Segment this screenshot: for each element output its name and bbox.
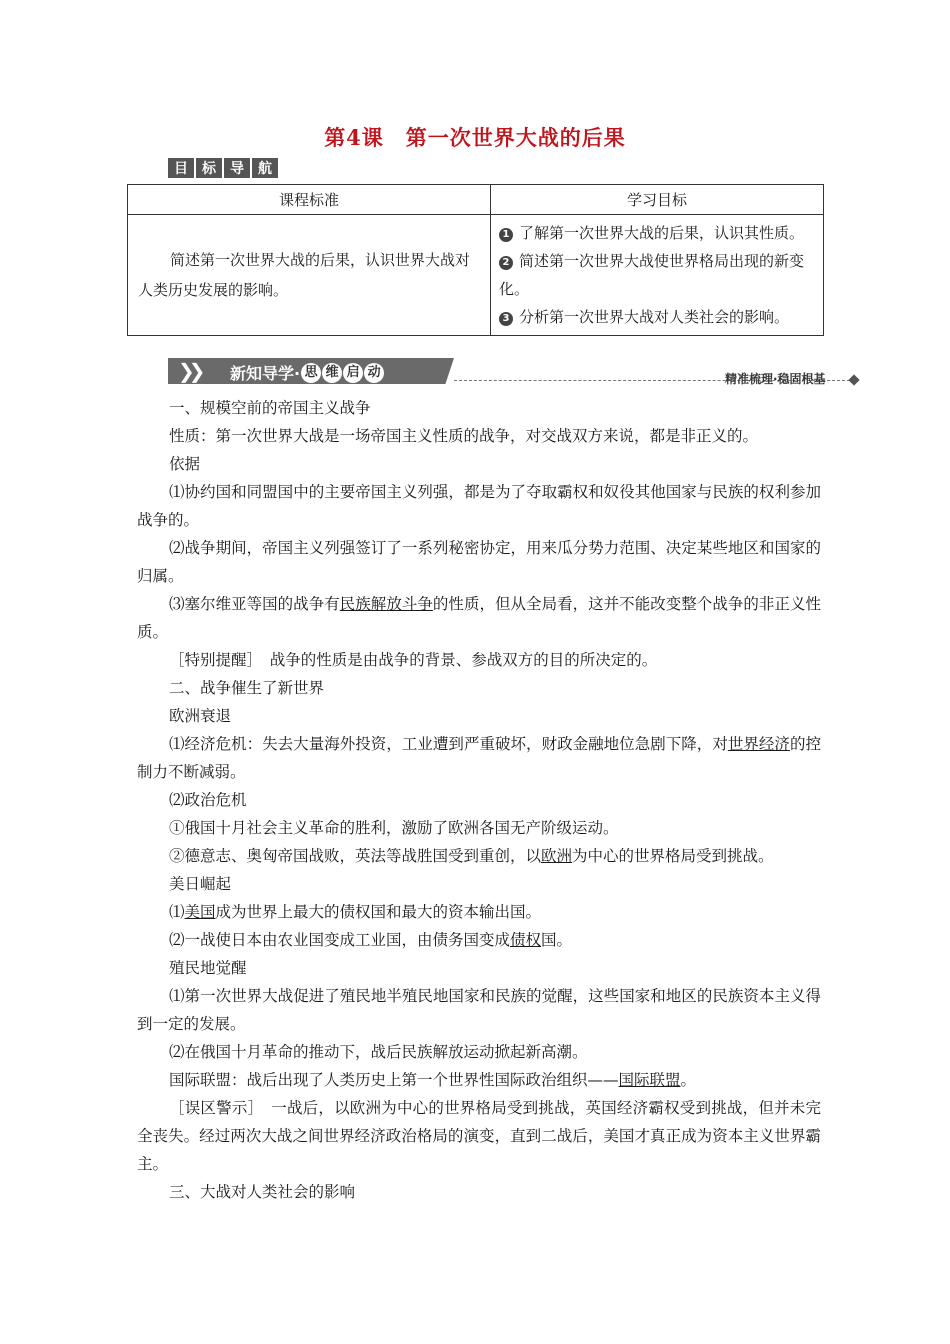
standard-cell bbox=[128, 215, 491, 336]
underlined-term: 世界经济 bbox=[727, 735, 790, 753]
paragraph-text: ⑵在俄国十月革命的推动下，战后民族解放运动掀起新高潮。 bbox=[169, 1043, 588, 1061]
paragraph-text: 殖民地觉醒 bbox=[169, 959, 247, 977]
body-text bbox=[137, 394, 821, 1206]
paragraph-text: 三、大战对人类社会的影响 bbox=[169, 1183, 356, 1201]
banner-title bbox=[230, 361, 384, 384]
paragraph bbox=[137, 422, 821, 450]
diamond-icon bbox=[848, 374, 859, 385]
paragraph-text: 国。 bbox=[541, 931, 573, 949]
paragraph-text: 为中心的世界格局受到挑战。 bbox=[572, 847, 774, 865]
tag-char: 目 bbox=[168, 158, 194, 178]
goals-cell bbox=[491, 215, 824, 336]
paragraph-text: ⑴第一次世界大战促进了殖民地半殖民地国家和民族的觉醒，这些国家和地区的民族资本主义得到一定的发展。 bbox=[137, 987, 821, 1033]
paragraph-text: 欧洲衰退 bbox=[169, 707, 232, 725]
paragraph-text: 二、战争催生了新世界 bbox=[169, 679, 325, 697]
paragraph bbox=[137, 590, 821, 646]
paragraph bbox=[137, 730, 821, 786]
goal-text: 简述第一次世界大战使世界格局出现的新变化。 bbox=[499, 252, 805, 298]
paragraph bbox=[137, 842, 821, 870]
paragraph bbox=[137, 954, 821, 982]
banner-subtitle: 精准梳理·稳固根基 bbox=[725, 372, 826, 386]
goal-guide-tag bbox=[168, 158, 278, 178]
paragraph-text: 的性质，但从全局看，这并不能改变整个战争的非正义性质。 bbox=[137, 595, 821, 641]
paragraph bbox=[137, 1066, 821, 1094]
paragraph bbox=[137, 534, 821, 590]
paragraph-text: ⑴经济危机：失去大量海外投资，工业遭到严重破坏，财政金融地位急剧下降，对 bbox=[169, 735, 728, 753]
number-2-icon: 2 bbox=[499, 256, 513, 270]
banner-left-text: 新知导学· bbox=[230, 364, 301, 383]
paragraph bbox=[137, 674, 821, 702]
underlined-term: 债权 bbox=[510, 931, 542, 949]
goals-table bbox=[127, 184, 824, 336]
banner-circ-char: 启 bbox=[343, 363, 363, 383]
banner-circ-char: 动 bbox=[364, 363, 384, 383]
goal-text: 分析第一次世界大战对人类社会的影响。 bbox=[519, 308, 790, 326]
paragraph-text: 成为世界上最大的债权国和最大的资本输出国。 bbox=[215, 903, 542, 921]
standard-text: 简述第一次世界大战的后果，认识世界大战对人类历史发展的影响。 bbox=[138, 251, 471, 299]
paragraph bbox=[137, 898, 821, 926]
banner-circ-char: 思 bbox=[301, 363, 321, 383]
paragraph-text: ［误区警示］ 一战后，以欧洲为中心的世界格局受到挑战，英国经济霸权受到挑战，但并未完全丧失。经过两次大战之间世界经济政治格局的演变，直到二战后，美国才真正成为资本主义世界霸主。 bbox=[137, 1099, 821, 1173]
goal-item bbox=[499, 219, 815, 247]
paragraph bbox=[137, 394, 821, 422]
paragraph-text: ⑶塞尔维亚等国的战争有 bbox=[169, 595, 340, 613]
paragraph bbox=[137, 786, 821, 814]
paragraph bbox=[137, 926, 821, 954]
header-learning-goals: 学习目标 bbox=[491, 185, 824, 215]
underlined-term: 欧洲 bbox=[541, 847, 573, 865]
underlined-term: 国际联盟 bbox=[618, 1071, 681, 1089]
goal-item bbox=[499, 247, 815, 303]
underlined-term: 美国 bbox=[184, 903, 216, 921]
paragraph-text: 依据 bbox=[169, 455, 201, 473]
paragraph-text: ⑵一战使日本由农业国变成工业国，由债务国变成 bbox=[169, 931, 511, 949]
number-3-icon: 3 bbox=[499, 312, 513, 326]
paragraph bbox=[137, 702, 821, 730]
paragraph-text: 。 bbox=[680, 1071, 697, 1089]
goal-text: 了解第一次世界大战的后果，认识其性质。 bbox=[519, 224, 805, 242]
paragraph bbox=[137, 1038, 821, 1066]
paragraph-text: 一、规模空前的帝国主义战争 bbox=[169, 399, 371, 417]
paragraph-text: ①俄国十月社会主义革命的胜利，激励了欧洲各国无产阶级运动。 bbox=[169, 819, 619, 837]
paragraph-text: 国际联盟：战后出现了人类历史上第一个世界性国际政治组织—— bbox=[169, 1071, 619, 1089]
paragraph bbox=[137, 982, 821, 1038]
paragraph-text: 美日崛起 bbox=[169, 875, 232, 893]
paragraph-text: ⑵政治危机 bbox=[169, 791, 247, 809]
paragraph-text: ⑵战争期间，帝国主义列强签订了一系列秘密协定，用来瓜分势力范围、决定某些地区和国家的归属。 bbox=[137, 539, 821, 585]
double-chevron-right-icon: ❯❯ bbox=[178, 359, 200, 383]
paragraph bbox=[137, 646, 821, 674]
underlined-term: 民族解放斗争 bbox=[339, 595, 433, 613]
lesson-title: 第4课 第一次世界大战的后果 bbox=[324, 125, 626, 150]
tag-char: 航 bbox=[252, 158, 278, 178]
tag-char: 标 bbox=[196, 158, 222, 178]
paragraph-text: 的控制力不断减弱。 bbox=[137, 735, 821, 781]
paragraph bbox=[137, 870, 821, 898]
paragraph-text: ②德意志、奥匈帝国战败，英法等战胜国受到重创，以 bbox=[169, 847, 542, 865]
paragraph bbox=[137, 450, 821, 478]
paragraph-text: ⑴ bbox=[169, 903, 185, 921]
tag-char: 导 bbox=[224, 158, 250, 178]
paragraph-text: ［特别提醒］ 战争的性质是由战争的背景、参战双方的目的所决定的。 bbox=[169, 651, 658, 669]
paragraph bbox=[137, 814, 821, 842]
paragraph bbox=[137, 1178, 821, 1206]
goal-item bbox=[499, 303, 815, 331]
paragraph bbox=[137, 1094, 821, 1178]
number-1-icon: 1 bbox=[499, 228, 513, 242]
paragraph-text: ⑴协约国和同盟国中的主要帝国主义列强，都是为了夺取霸权和奴役其他国家与民族的权利参加战争的。 bbox=[137, 483, 821, 529]
paragraph-text: 性质：第一次世界大战是一场帝国主义性质的战争，对交战双方来说，都是非正义的。 bbox=[169, 427, 759, 445]
header-curriculum-standard: 课程标准 bbox=[128, 185, 491, 215]
paragraph bbox=[137, 478, 821, 534]
banner-circ-char: 维 bbox=[322, 363, 342, 383]
